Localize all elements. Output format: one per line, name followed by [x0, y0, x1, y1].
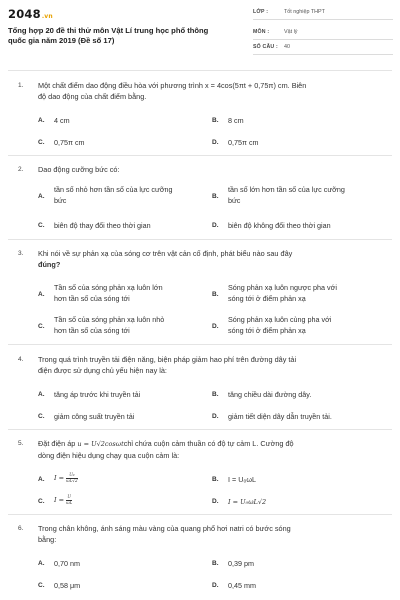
- voltage-formula: u = U√2cosωt: [77, 440, 124, 448]
- option-b-letter[interactable]: B.: [212, 560, 219, 567]
- question-text: [38, 248, 390, 270]
- fraction: [66, 473, 78, 483]
- option-d-letter[interactable]: D.: [212, 498, 219, 505]
- text-fragment: chỉ chứa cuộn cảm thuần có độ tự cảm L. Cường độ: [123, 439, 294, 448]
- question-text: [38, 354, 390, 376]
- option-c-letter[interactable]: C.: [38, 413, 45, 420]
- option-a-text[interactable]: [54, 283, 204, 304]
- option-c-text[interactable]: giảm công suất truyền tải: [54, 412, 135, 421]
- option-a-letter[interactable]: A.: [38, 560, 45, 567]
- document-title: Tổng hợp 20 đề thi thử môn Vật Lí trung học phổ thông quốc gia năm 2019 (Đề số 17): [8, 26, 209, 45]
- option-b-text[interactable]: 0,39 pm: [228, 559, 254, 568]
- meta-subject-label: MÔN :: [253, 29, 270, 35]
- fraction-denominator: ωL√2: [66, 477, 78, 483]
- question-text-line: Một chất điểm dao động điều hòa với phương trình x = 4cos(5πt + 0,75π) cm. Biên: [38, 81, 307, 90]
- fraction-numerator: U: [67, 494, 71, 500]
- formula-lhs: I =: [54, 474, 65, 482]
- option-b-text[interactable]: 8 cm: [228, 116, 244, 125]
- meta-grade-value: Tốt nghiệp THPT: [284, 9, 325, 15]
- question-text-line: đúng?: [38, 260, 61, 269]
- question-divider: [8, 429, 392, 430]
- header-divider: [8, 70, 392, 71]
- site-logo[interactable]: [8, 7, 53, 21]
- question-number: 2.: [18, 166, 24, 173]
- option-text-line: hơn tần số của sóng tới: [54, 293, 130, 303]
- option-d-text[interactable]: 0,75π cm: [228, 138, 259, 147]
- meta-count-label: SỐ CÂU :: [253, 44, 278, 50]
- option-b-text[interactable]: tăng chiều dài đường dây.: [228, 390, 312, 399]
- question-text: [38, 438, 390, 461]
- question-number: 1.: [18, 82, 24, 89]
- meta-grade: [253, 6, 393, 20]
- question-text: [38, 523, 390, 545]
- meta-count-value: 40: [284, 44, 290, 50]
- fraction: [66, 495, 72, 505]
- option-d-letter[interactable]: D.: [212, 139, 219, 146]
- question-number: 3.: [18, 250, 24, 257]
- question-text-line: Trong chân không, ánh sáng màu vàng của quang phổ hơi natri có bước sóng: [38, 524, 291, 533]
- question-text-line: điện được sử dụng chủ yếu hiện nay là:: [38, 366, 167, 375]
- option-c-text[interactable]: [54, 495, 72, 506]
- logo-suffix: .vn: [41, 13, 53, 20]
- option-d-text[interactable]: giảm tiết diện dây dẫn truyền tải.: [228, 412, 332, 421]
- option-a-letter[interactable]: A.: [38, 476, 45, 483]
- fraction-numerator: U₀: [66, 473, 78, 478]
- option-b-letter[interactable]: B.: [212, 291, 219, 298]
- option-c-text[interactable]: 0,58 μm: [54, 581, 81, 590]
- option-d-text[interactable]: [228, 315, 390, 336]
- question-text-line: [38, 438, 390, 450]
- question-text-line: dòng điện hiệu dụng chạy qua cuộn cảm là:: [38, 451, 180, 460]
- option-a-letter[interactable]: A.: [38, 391, 45, 398]
- option-b-text[interactable]: [228, 185, 390, 206]
- question-text: [38, 164, 390, 175]
- logo-text: 2048: [8, 7, 41, 21]
- option-a-letter[interactable]: A.: [38, 117, 45, 124]
- option-d-text[interactable]: I = U₀ωL√2: [228, 498, 267, 506]
- option-a-text[interactable]: [54, 185, 204, 206]
- meta-question-count: [253, 41, 393, 55]
- meta-subject-value: Vật lý: [284, 29, 298, 35]
- meta-grade-label: LỚP :: [253, 9, 269, 15]
- option-c-letter[interactable]: C.: [38, 582, 45, 589]
- option-text-line: hơn tần số của sóng tới: [54, 325, 130, 335]
- option-b-letter[interactable]: B.: [212, 476, 219, 483]
- option-d-text[interactable]: biên độ không đổi theo thời gian: [228, 221, 331, 230]
- document-header: [0, 0, 400, 62]
- question-divider: [8, 239, 392, 240]
- option-b-letter[interactable]: B.: [212, 193, 219, 200]
- text-fragment: Đặt điện áp: [38, 439, 78, 448]
- option-a-letter[interactable]: A.: [38, 193, 45, 200]
- option-text-line: tần số lớn hơn tần số của lực cưỡng: [228, 185, 345, 194]
- option-b-letter[interactable]: B.: [212, 391, 219, 398]
- formula-lhs: I =: [54, 496, 65, 504]
- option-d-letter[interactable]: D.: [212, 323, 219, 330]
- question-text-line: độ dao động của chất điểm bằng.: [38, 92, 147, 101]
- option-d-text[interactable]: 0,45 mm: [228, 581, 256, 590]
- option-text-line: Sóng phản xạ luôn ngược pha với: [228, 283, 337, 292]
- question-text-line: Dao động cưỡng bức có:: [38, 165, 120, 174]
- option-d-letter[interactable]: D.: [212, 582, 219, 589]
- option-a-text[interactable]: 0,70 nm: [54, 559, 80, 568]
- fraction-denominator: ωL: [66, 499, 73, 505]
- option-a-text[interactable]: tăng áp trước khi truyền tải: [54, 390, 141, 399]
- question-text-line: Khi nói về sự phản xạ của sóng cơ trên vật cản cố định, phát biểu nào sau đây: [38, 249, 293, 258]
- option-c-text[interactable]: 0,75π cm: [54, 138, 85, 147]
- question-text-line: bằng:: [38, 535, 57, 544]
- option-c-letter[interactable]: C.: [38, 222, 45, 229]
- option-a-text[interactable]: [54, 473, 78, 484]
- question-number: 6.: [18, 525, 24, 532]
- question-text-line: Trong quá trình truyền tải điện năng, biện pháp giảm hao phí trên đường dây tải: [38, 355, 297, 364]
- question-number: 5.: [18, 440, 24, 447]
- option-b-text[interactable]: I = U₀ωL: [228, 475, 256, 484]
- option-text-line: bức: [228, 195, 241, 205]
- question-divider: [8, 344, 392, 345]
- question-divider: [8, 514, 392, 515]
- option-a-text[interactable]: 4 cm: [54, 116, 70, 125]
- option-d-letter[interactable]: D.: [212, 222, 219, 229]
- option-text-line: Tần số của sóng phản xạ luôn nhỏ: [54, 315, 165, 324]
- option-text-line: Sóng phản xạ luôn cùng pha với: [228, 315, 332, 324]
- option-b-text[interactable]: [228, 283, 390, 304]
- question-divider: [8, 155, 392, 156]
- option-c-letter[interactable]: C.: [38, 139, 45, 146]
- option-c-letter[interactable]: C.: [38, 323, 45, 330]
- option-text-line: sóng tới ở điểm phản xạ: [228, 325, 306, 335]
- question-number: 4.: [18, 356, 24, 363]
- option-text-line: Tần số của sóng phản xạ luôn lớn: [54, 283, 163, 292]
- option-a-letter[interactable]: A.: [38, 291, 45, 298]
- option-b-letter[interactable]: B.: [212, 117, 219, 124]
- option-c-letter[interactable]: C.: [38, 498, 45, 505]
- question-text: [38, 80, 390, 102]
- option-text-line: tần số nhỏ hơn tần số của lực cưỡng: [54, 185, 173, 194]
- option-text-line: sóng tới ở điểm phản xạ: [228, 293, 306, 303]
- option-text-line: bức: [54, 195, 67, 205]
- option-c-text[interactable]: biên độ thay đổi theo thời gian: [54, 221, 151, 230]
- option-d-letter[interactable]: D.: [212, 413, 219, 420]
- meta-subject: [253, 26, 393, 40]
- option-c-text[interactable]: [54, 315, 204, 336]
